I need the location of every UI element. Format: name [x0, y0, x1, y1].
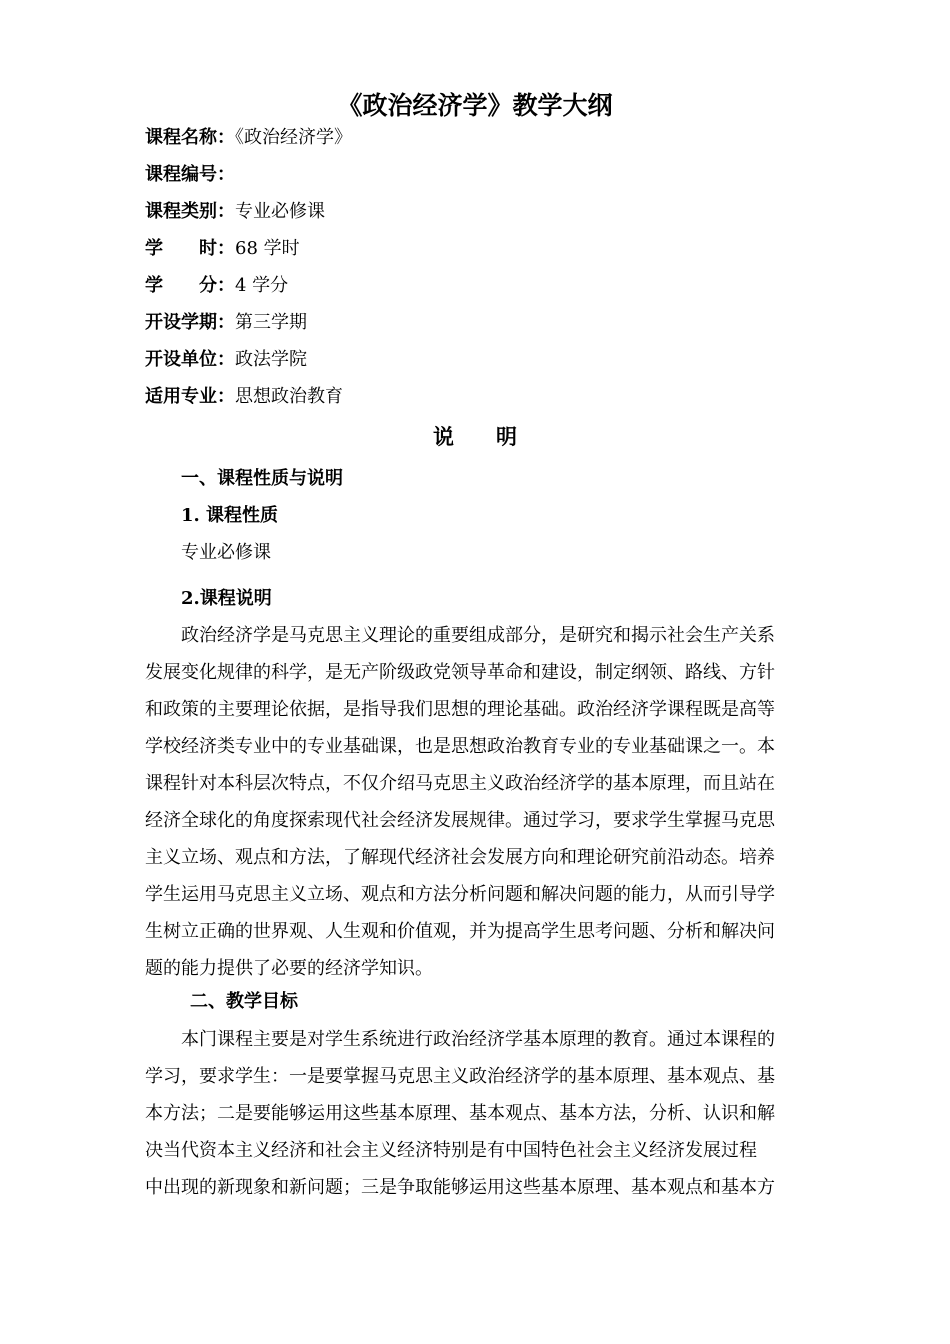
paragraph-line: 学生运用马克思主义立场、观点和方法分析问题和解决问题的能力，从而引导学: [145, 884, 775, 905]
section1-heading: 一、课程性质与说明: [181, 468, 343, 489]
course-department-row: [145, 347, 845, 373]
section2-heading: 二、教学目标: [190, 991, 298, 1012]
paragraph-line: 题的能力提供了必要的经济学知识。: [145, 958, 433, 979]
paragraph-line: 本门课程主要是对学生系统进行政治经济学基本原理的教育。通过本课程的: [145, 1029, 775, 1050]
course-credits-row: [145, 273, 845, 299]
course-major-label: 适用专业：: [145, 386, 235, 407]
course-department-label: 开设单位：: [145, 349, 235, 370]
sub1-text: 专业必修课: [181, 542, 271, 563]
sub2-heading: 2.课程说明: [181, 588, 272, 609]
course-code-row: [145, 162, 845, 188]
course-hours-label: 学 时：: [145, 238, 235, 259]
paragraph-line: 和政策的主要理论依据，是指导我们思想的理论基础。政治经济学课程既是高等: [145, 699, 775, 720]
course-hours-value: 68 学时: [235, 238, 300, 259]
course-major-row: [145, 384, 845, 410]
section-title-explanation: 说 明: [433, 424, 517, 449]
sub1-heading: 1. 课程性质: [181, 505, 279, 526]
course-semester-value: 第三学期: [235, 312, 307, 333]
paragraph-line: 主义立场、观点和方法，了解现代经济社会发展方向和理论研究前沿动态。培养: [145, 847, 775, 868]
paragraph-line: 政治经济学是马克思主义理论的重要组成部分，是研究和揭示社会生产关系: [145, 625, 775, 646]
paragraph-line: 中出现的新现象和新问题；三是争取能够运用这些基本原理、基本观点和基本方: [145, 1177, 775, 1198]
course-credits-value: 4 学分: [235, 275, 289, 296]
course-credits-label: 学 分：: [145, 275, 235, 296]
course-type-value: 专业必修课: [235, 201, 325, 222]
paragraph-line: 发展变化规律的科学，是无产阶级政党领导革命和建设，制定纲领、路线、方针: [145, 662, 775, 683]
paragraph-line: 本方法；二是要能够运用这些基本原理、基本观点、基本方法，分析、认识和解: [145, 1103, 775, 1124]
course-name-label: 课程名称：: [145, 127, 235, 148]
course-type-label: 课程类别：: [145, 201, 235, 222]
course-semester-label: 开设学期：: [145, 312, 235, 333]
paragraph-line: 经济全球化的角度探索现代社会经济发展规律。通过学习，要求学生掌握马克思: [145, 810, 775, 831]
paragraph-line: 生树立正确的世界观、人生观和价值观，并为提高学生思考问题、分析和解决问: [145, 921, 775, 942]
course-major-value: 思想政治教育: [235, 386, 343, 407]
course-semester-row: [145, 310, 845, 336]
course-code-label: 课程编号：: [145, 164, 235, 185]
course-hours-row: [145, 236, 845, 262]
teaching-objectives-paragraph: [145, 1021, 817, 1206]
paragraph-line: 课程针对本科层次特点，不仅介绍马克思主义政治经济学的基本原理，而且站在: [145, 773, 775, 794]
course-name-value: 《政治经济学》: [235, 127, 352, 148]
paragraph-line: 学习，要求学生：一是要掌握马克思主义政治经济学的基本原理、基本观点、基: [145, 1066, 775, 1087]
paragraph-line: 决当代资本主义经济和社会主义经济特别是有中国特色社会主义经济发展过程: [145, 1140, 757, 1161]
course-type-row: [145, 199, 845, 225]
course-department-value: 政法学院: [235, 349, 307, 370]
course-description-paragraph: [145, 617, 817, 987]
course-name-row: [145, 125, 845, 151]
paragraph-line: 学校经济类专业中的专业基础课，也是思想政治教育专业的专业基础课之一。本: [145, 736, 775, 757]
document-title: 《政治经济学》教学大纲: [337, 91, 613, 120]
